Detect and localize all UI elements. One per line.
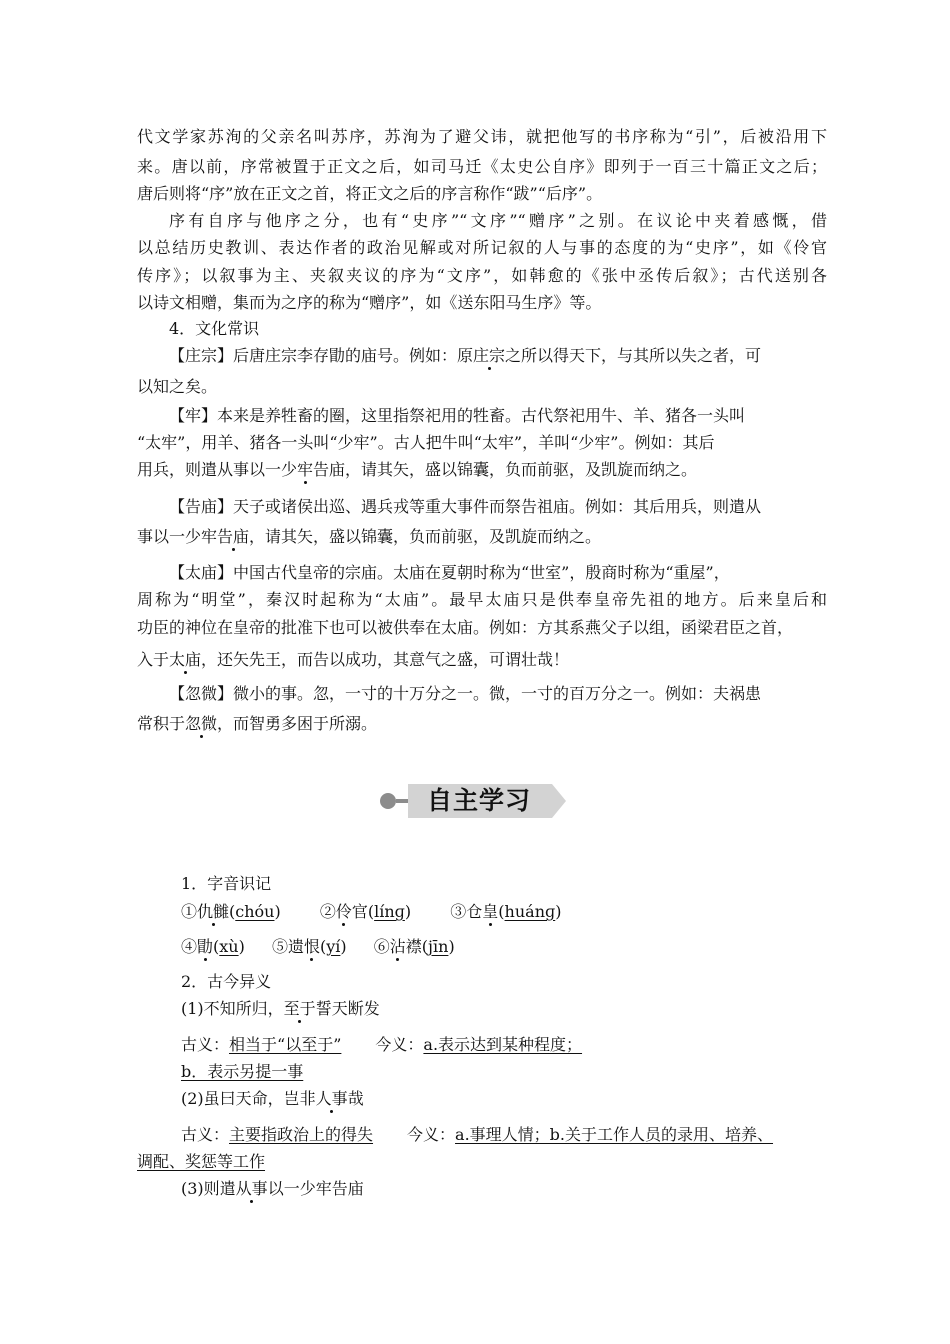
pronunciation-item: ①仇雠(chóu) [181,902,281,921]
paragraph-line: 事以一少牢告庙，请其矢，盛以锦囊，负而前驱，及凯旋而纳之。 [137,527,602,546]
emphasis-dot: 人事 [315,1089,348,1108]
pronunciation-item: ②伶官(línɡ) [319,902,412,921]
term-entry-lao: 【牢】本来是养牲畜的圈，这里指祭祀用的牲畜。古代祭祀用牛、羊、猪各一头叫 [169,406,746,425]
paragraph-line: 序有自序与他序之分，也有“史序”“文序”“赠序”之别。在议论中夹着感慨，借 [169,211,827,230]
paragraph-line: 传序》；以叙事为主、夹叙夹议的序为“文序”，如韩愈的《张中丞传后叙》；古代送别各 [137,266,827,285]
paragraph-line: 入于太庙，还矢先王，而告以成功，其意气之盛，可谓壮哉！ [137,650,570,669]
paragraph-line: 以知之矣。 [137,377,218,396]
pronunciation-row [181,902,871,922]
paragraph-line: “太牢”，用羊、猪各一头叫“少牢”。古人把牛叫“太牢”，羊叫“少牢”。例如：其后 [137,433,715,452]
question-heading: 2．古今异义 [181,972,272,991]
term-entry-taimiao: 【太庙】中国古代皇帝的宗庙。太庙在夏朝时称为“世室”，殷商时称为“重屋”， [169,563,730,582]
section-heading: 4．文化常识 [169,319,260,338]
paragraph-line: 功臣的神位在皇帝的批准下也可以被供奉在太庙。例如：方其系燕父子以组，函梁君臣之首， [137,618,794,637]
meaning-line: 调配、奖惩等工作 [137,1152,266,1171]
paragraph-line: 用兵，则遣从事以一少牢告庙，请其矢，盛以锦囊，负而前驱，及凯旋而纳之。 [137,460,698,479]
meaning-line: 古义：相当于“以至于” 今义：a.表示达到某种程度； [181,1035,583,1054]
pronunciation-item: ④勖(xù) [181,937,245,956]
term-entry-gaomiao: 【告庙】天子或诸侯出巡、遇兵戎等重大事件而祭告祖庙。例如：其后用兵，则遣从 [169,497,762,516]
paragraph-line: 常积于忽微，而智勇多困于所溺。 [137,714,378,733]
section-banner [380,780,566,822]
pronunciation-item: ⑥沾襟(jīn) [373,937,455,956]
term-entry-zhuangzong: 【庄宗】后唐庄宗李存勖的庙号。例如：原庄宗之所以得天下，与其所以失之者，可 [169,346,762,365]
emphasis-dot: 至于 [283,999,316,1018]
emphasis-dot: 庄宗 [473,346,506,365]
paragraph-line: 唐后则将“序”放在正文之首，将正文之后的序言称作“跋”“后序”。 [137,184,603,203]
example-sentence: (2)虽曰天命，岂非人事哉 [181,1089,364,1108]
emphasis-dot: 告庙 [217,527,250,546]
meaning-line: 古义：主要指政治上的得失 今义：a.事理人情；b.关于工作人员的录用、培养、 [181,1125,774,1144]
section-title: 自主学习 [426,786,531,815]
emphasis-dot: 从事 [235,1179,268,1198]
emphasis-dot: 牢 [297,460,314,479]
paragraph-line: 以诗文相赠，集而为之序的称为“赠序”，如《送东阳马生序》等。 [137,293,602,312]
paragraph-line: 来。唐以前，序常被置于正文之后，如司马迁《太史公自序》即列于一百三十篇正文之后； [137,157,827,176]
emphasis-dot: 太庙 [169,650,202,669]
pronunciation-item: ③仓皇(huánɡ) [450,902,562,921]
paragraph-line: 周称为“明堂”，秦汉时起称为“太庙”。最早太庙只是供奉皇帝先祖的地方。后来皇后和 [137,590,827,609]
paragraph-line: 代文学家苏洵的父亲名叫苏序，苏洵为了避父讳，就把他写的书序称为“引”，后被沿用下 [137,127,827,146]
pronunciation-item: ⑤遗恨(yí) [271,937,347,956]
question-heading: 1．字音识记 [181,874,272,893]
emphasis-dot: 忽微 [185,714,218,733]
example-sentence: (1)不知所归，至于誓天断发 [181,999,380,1018]
paragraph-line: 以总结历史教训、表达作者的政治见解或对所记叙的人与事的态度的为“史序”，如《伶官 [137,238,827,257]
term-entry-huwei: 【忽微】微小的事。忽，一寸的十万分之一。微，一寸的百万分之一。例如：夫祸患 [169,684,762,703]
example-sentence: (3)则遣从事以一少牢告庙 [181,1179,364,1198]
pronunciation-row [181,937,871,957]
meaning-line: b．表示另提一事 [181,1062,304,1081]
